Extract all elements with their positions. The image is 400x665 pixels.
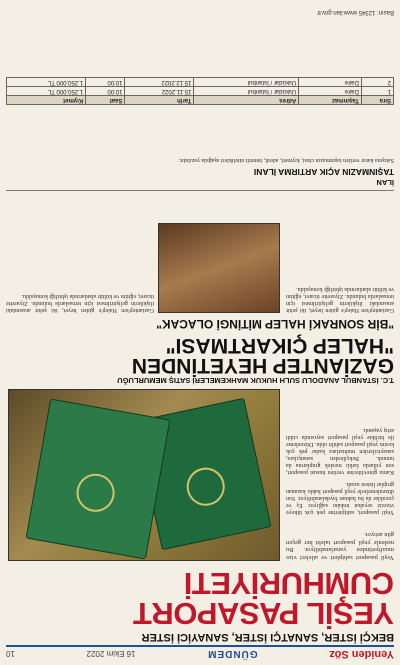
divider bbox=[6, 190, 394, 191]
notice-heading: TAŞINMAZIN AÇIK ARTIRMA İLANI bbox=[253, 167, 394, 177]
masthead bbox=[6, 645, 394, 661]
table-cell: 15.12.2022 bbox=[125, 78, 194, 87]
main-headline-line2: CUMHURİYETİ bbox=[184, 566, 394, 601]
second-article-col1: Gaziantep'ten Halep'e giden heyet, iki şehir arasındaki ilişkilerin geliştirilmesi için temaslarda bulundu. Ziyarette ticaret, eğitim ve kültür alanlarında işbirliği konuşuldu. bbox=[286, 286, 394, 313]
table-row bbox=[7, 78, 394, 87]
passport-image-2 bbox=[26, 398, 171, 559]
section-label: GÜNDEM bbox=[207, 648, 258, 660]
delegation-photo bbox=[158, 223, 280, 313]
table-header-cell: Adres bbox=[194, 96, 299, 105]
table-row bbox=[7, 87, 394, 96]
article-column-mid: Yeşil pasaport, sahiplerine pek çok ülkeye vizesiz seyahat imkânı sağlıyor. Eş ve çocuklar da bu haktan faydalanabiliyor. Son düzenlemelerle yeşil pasaport hakkı kazanan gruplar listesi uzadı. bbox=[286, 481, 394, 515]
table-cell: 1 bbox=[361, 87, 393, 96]
article-column-left: Kamu görevlilerine verilen hususi pasaport, son yıllarda farklı meslek gruplarına da tanındı. Bekçilerden sanatçılara, sanayicilerden muhtarlara kadar pek çok kesim yeşil pasaport sahibi oldu. Düzenleme ile birlikte yeşil pasaport sayısında ciddi artış yaşandı. bbox=[286, 427, 394, 475]
second-subhead: T.C. İSTANBUL ANADOLU SULH HUKUK MAHKEMELERİ SATIŞ MEMURLUĞU bbox=[117, 376, 394, 385]
page-number: 10 bbox=[6, 649, 15, 659]
photo-caption: Yeşil pasaport sahipleri ve aileleri vize muafiyetinden yararlanabiliyor. Bu nedenle yeşil pasaport talebi her geçen gün artıyor. bbox=[286, 531, 394, 561]
date: 16 Ekim 2022 bbox=[86, 649, 136, 659]
emblem-icon bbox=[183, 464, 228, 509]
table-cell: Daire bbox=[299, 78, 362, 87]
table-cell: 1.250.000 TL bbox=[7, 78, 86, 87]
table-cell: 15.11.2022 bbox=[125, 87, 194, 96]
table-header-cell: Tarih bbox=[125, 96, 194, 105]
notice-kicker: İLAN bbox=[376, 178, 394, 187]
passport-photo bbox=[8, 389, 280, 561]
notice-table bbox=[6, 77, 394, 105]
second-article-col2: Gaziantep'ten Halep'e giden heyet, iki şehir arasındaki ilişkilerin geliştirilmesi için temaslarda bulundu. Ziyarette ticaret, eğitim ve kültür alanlarında işbirliği konuşuldu. bbox=[6, 293, 154, 313]
newspaper-logo: Yeniden Söz bbox=[329, 648, 394, 660]
table-header-cell: Kıymet bbox=[7, 96, 86, 105]
table-cell: Daire bbox=[299, 87, 362, 96]
table-cell: Üsküdar / İstanbul bbox=[194, 78, 299, 87]
notice-body: Satışına karar verilen taşınmazın cinsi, kıymeti, adedi, önemli nitelikleri aşağıda yazılıdır. bbox=[178, 157, 394, 163]
main-kicker: BEKÇİ İSTER, SANATÇI İSTER, SANAYİCİ İSTER bbox=[141, 631, 394, 643]
table-cell: 2 bbox=[361, 78, 393, 87]
table-header-row bbox=[7, 96, 394, 105]
table-header-cell: Sıra bbox=[361, 96, 393, 105]
second-headline-line1: GAZİANTEP HEYETİNDEN bbox=[131, 354, 394, 377]
table-cell: 1.250.000 TL bbox=[7, 87, 86, 96]
footer-note: Basın: 12345 www.ilan.gov.tr bbox=[317, 9, 394, 15]
table-cell: 10:00 bbox=[86, 87, 125, 96]
table-cell: Üsküdar / İstanbul bbox=[194, 87, 299, 96]
second-quote: "BİR SONRAKİ HALEP MİTİNGİ OLACAK" bbox=[156, 317, 394, 331]
table-cell: 10:00 bbox=[86, 78, 125, 87]
table-header-cell: Taşınmaz bbox=[299, 96, 362, 105]
emblem-icon bbox=[74, 471, 118, 515]
main-headline-line1: YEŞİL PASAPORT bbox=[133, 596, 394, 631]
second-headline-line2: "HALEP ÇIKARTMASI" bbox=[165, 334, 394, 357]
table-header-cell: Saat bbox=[86, 96, 125, 105]
